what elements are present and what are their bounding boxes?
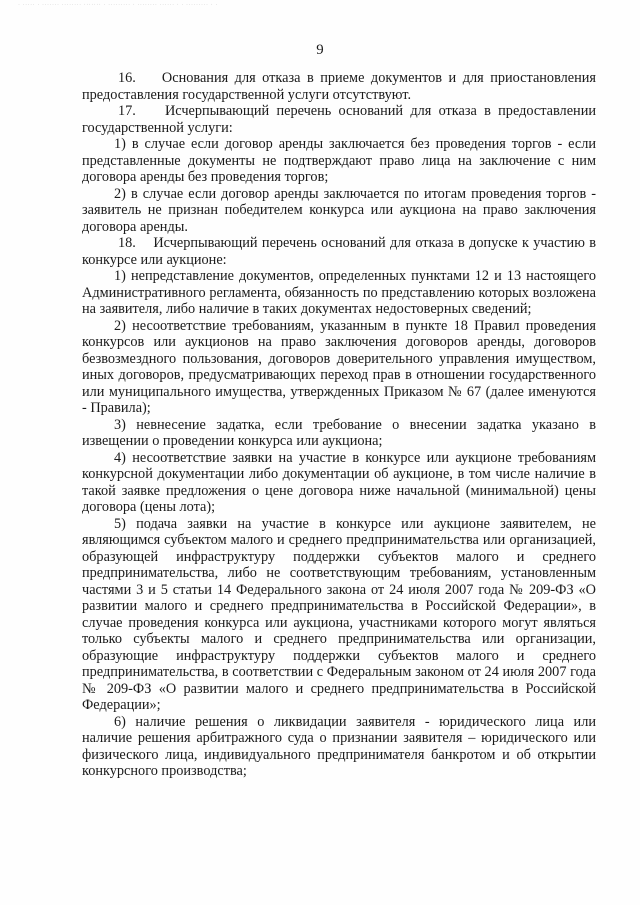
list-item	[82, 186, 596, 236]
paragraph-16	[82, 70, 596, 103]
paragraph-text: Исчерпывающий перечень оснований для отказа в предоставлении государственной услуги:	[82, 103, 596, 136]
list-item	[82, 318, 596, 417]
list-item-number: 4)	[114, 449, 126, 466]
paragraph-18	[82, 235, 596, 268]
list-item-text: в случае если договор аренды заключается по итогам проведения торгов - заявитель не признан победителем конкурса или аукциона на право заключения договора аренды.	[82, 185, 596, 235]
page-number: 9	[316, 42, 324, 58]
list-item-number: 2)	[114, 317, 126, 334]
list-item-number: 1)	[114, 136, 126, 152]
list-item-text: несоответствие заявки на участие в конкурсе или аукционе требованиям конкурсной документации либо документации об аукционе, в том числе наличие в такой заявке предложения о цене договора ниже начальной (минимальной) цены договора (цены лота);	[82, 449, 596, 515]
list-item	[82, 136, 596, 186]
document-body	[82, 70, 596, 780]
paragraph-17	[82, 103, 596, 136]
list-item	[82, 268, 596, 318]
list-item-text: непредставление документов, определенных пунктами 12 и 13 настоящего Административного регламента, обязанность по представлению которых возложена на заявителя, либо наличие в таких документах недостоверных сведений;	[82, 268, 596, 317]
scan-header-artifact: · ····· · ······· ········ ······· · ········· · ········ ······ · · ········· · ·	[18, 2, 218, 8]
list-item-number: 6)	[114, 713, 126, 730]
list-item	[82, 417, 596, 450]
paragraph-number: 18.	[118, 235, 136, 251]
list-item-text: невнесение задатка, если требование о внесении задатка указано в извещении о проведении конкурса или аукциона;	[82, 416, 596, 449]
list-item-number: 1)	[114, 268, 126, 284]
paragraph-text: Исчерпывающий перечень оснований для отказа в допуске к участию в конкурсе или аукционе:	[82, 235, 596, 268]
list-item-number: 3)	[114, 416, 126, 433]
list-item-number: 2)	[114, 185, 126, 202]
list-item-number: 5)	[114, 515, 126, 532]
paragraph-number: 17.	[118, 103, 136, 119]
list-item-text: несоответствие требованиям, указанным в пункте 18 Правил проведения конкурсов или аукционов на право заключения договоров аренды, договоров безвозмездного пользования, договоров доверительного управления имуществом, иных договоров, предусматривающих переход прав в отношении государственного или муниципального имущества, утвержденных Приказом № 67 (далее именуются - Правила);	[82, 317, 596, 416]
paragraph-text: Основания для отказа в приеме документов и для приостановления предоставления государственной услуги отсутствуют.	[82, 70, 597, 103]
list-item-text: подача заявки на участие в конкурсе или аукционе заявителем, не являющимся субъектом малого и среднего предпринимательства или организацией, образующей инфраструктуру поддержки субъектов малого и среднего предпринимательства, либо не соответствующим требованиям, установленным частями 3 и 5 статьи 14 Федерального закона от 24 июля 2007 года № 209-ФЗ «О развитии малого и среднего предпринимательства в Российской Федерации», в случае проведения конкурса или аукциона, участниками которого могут являться только субъекты малого и среднего предпринимательства или организации, образующие инфраструктуру поддержки субъектов малого и среднего предпринимательства, в соответствии с Федеральным законом от 24 июля 2007 года № 209-ФЗ «О развитии малого и среднего предпринимательства в Российской Федерации»;	[82, 515, 596, 713]
list-item	[82, 714, 596, 780]
paragraph-number: 16.	[118, 70, 136, 86]
list-item	[82, 516, 596, 714]
list-item	[82, 450, 596, 516]
list-item-text: в случае если договор аренды заключается без проведения торгов - если представленные документы не подтверждают право лица на заключение с ним договора аренды без проведения торгов;	[82, 136, 596, 185]
list-item-text: наличие решения о ликвидации заявителя - юридического лица или наличие решения арбитражного суда о признании заявителя – юридического или физического лица, индивидуального предпринимателя банкротом и об открытии конкурсного производства;	[82, 713, 596, 779]
